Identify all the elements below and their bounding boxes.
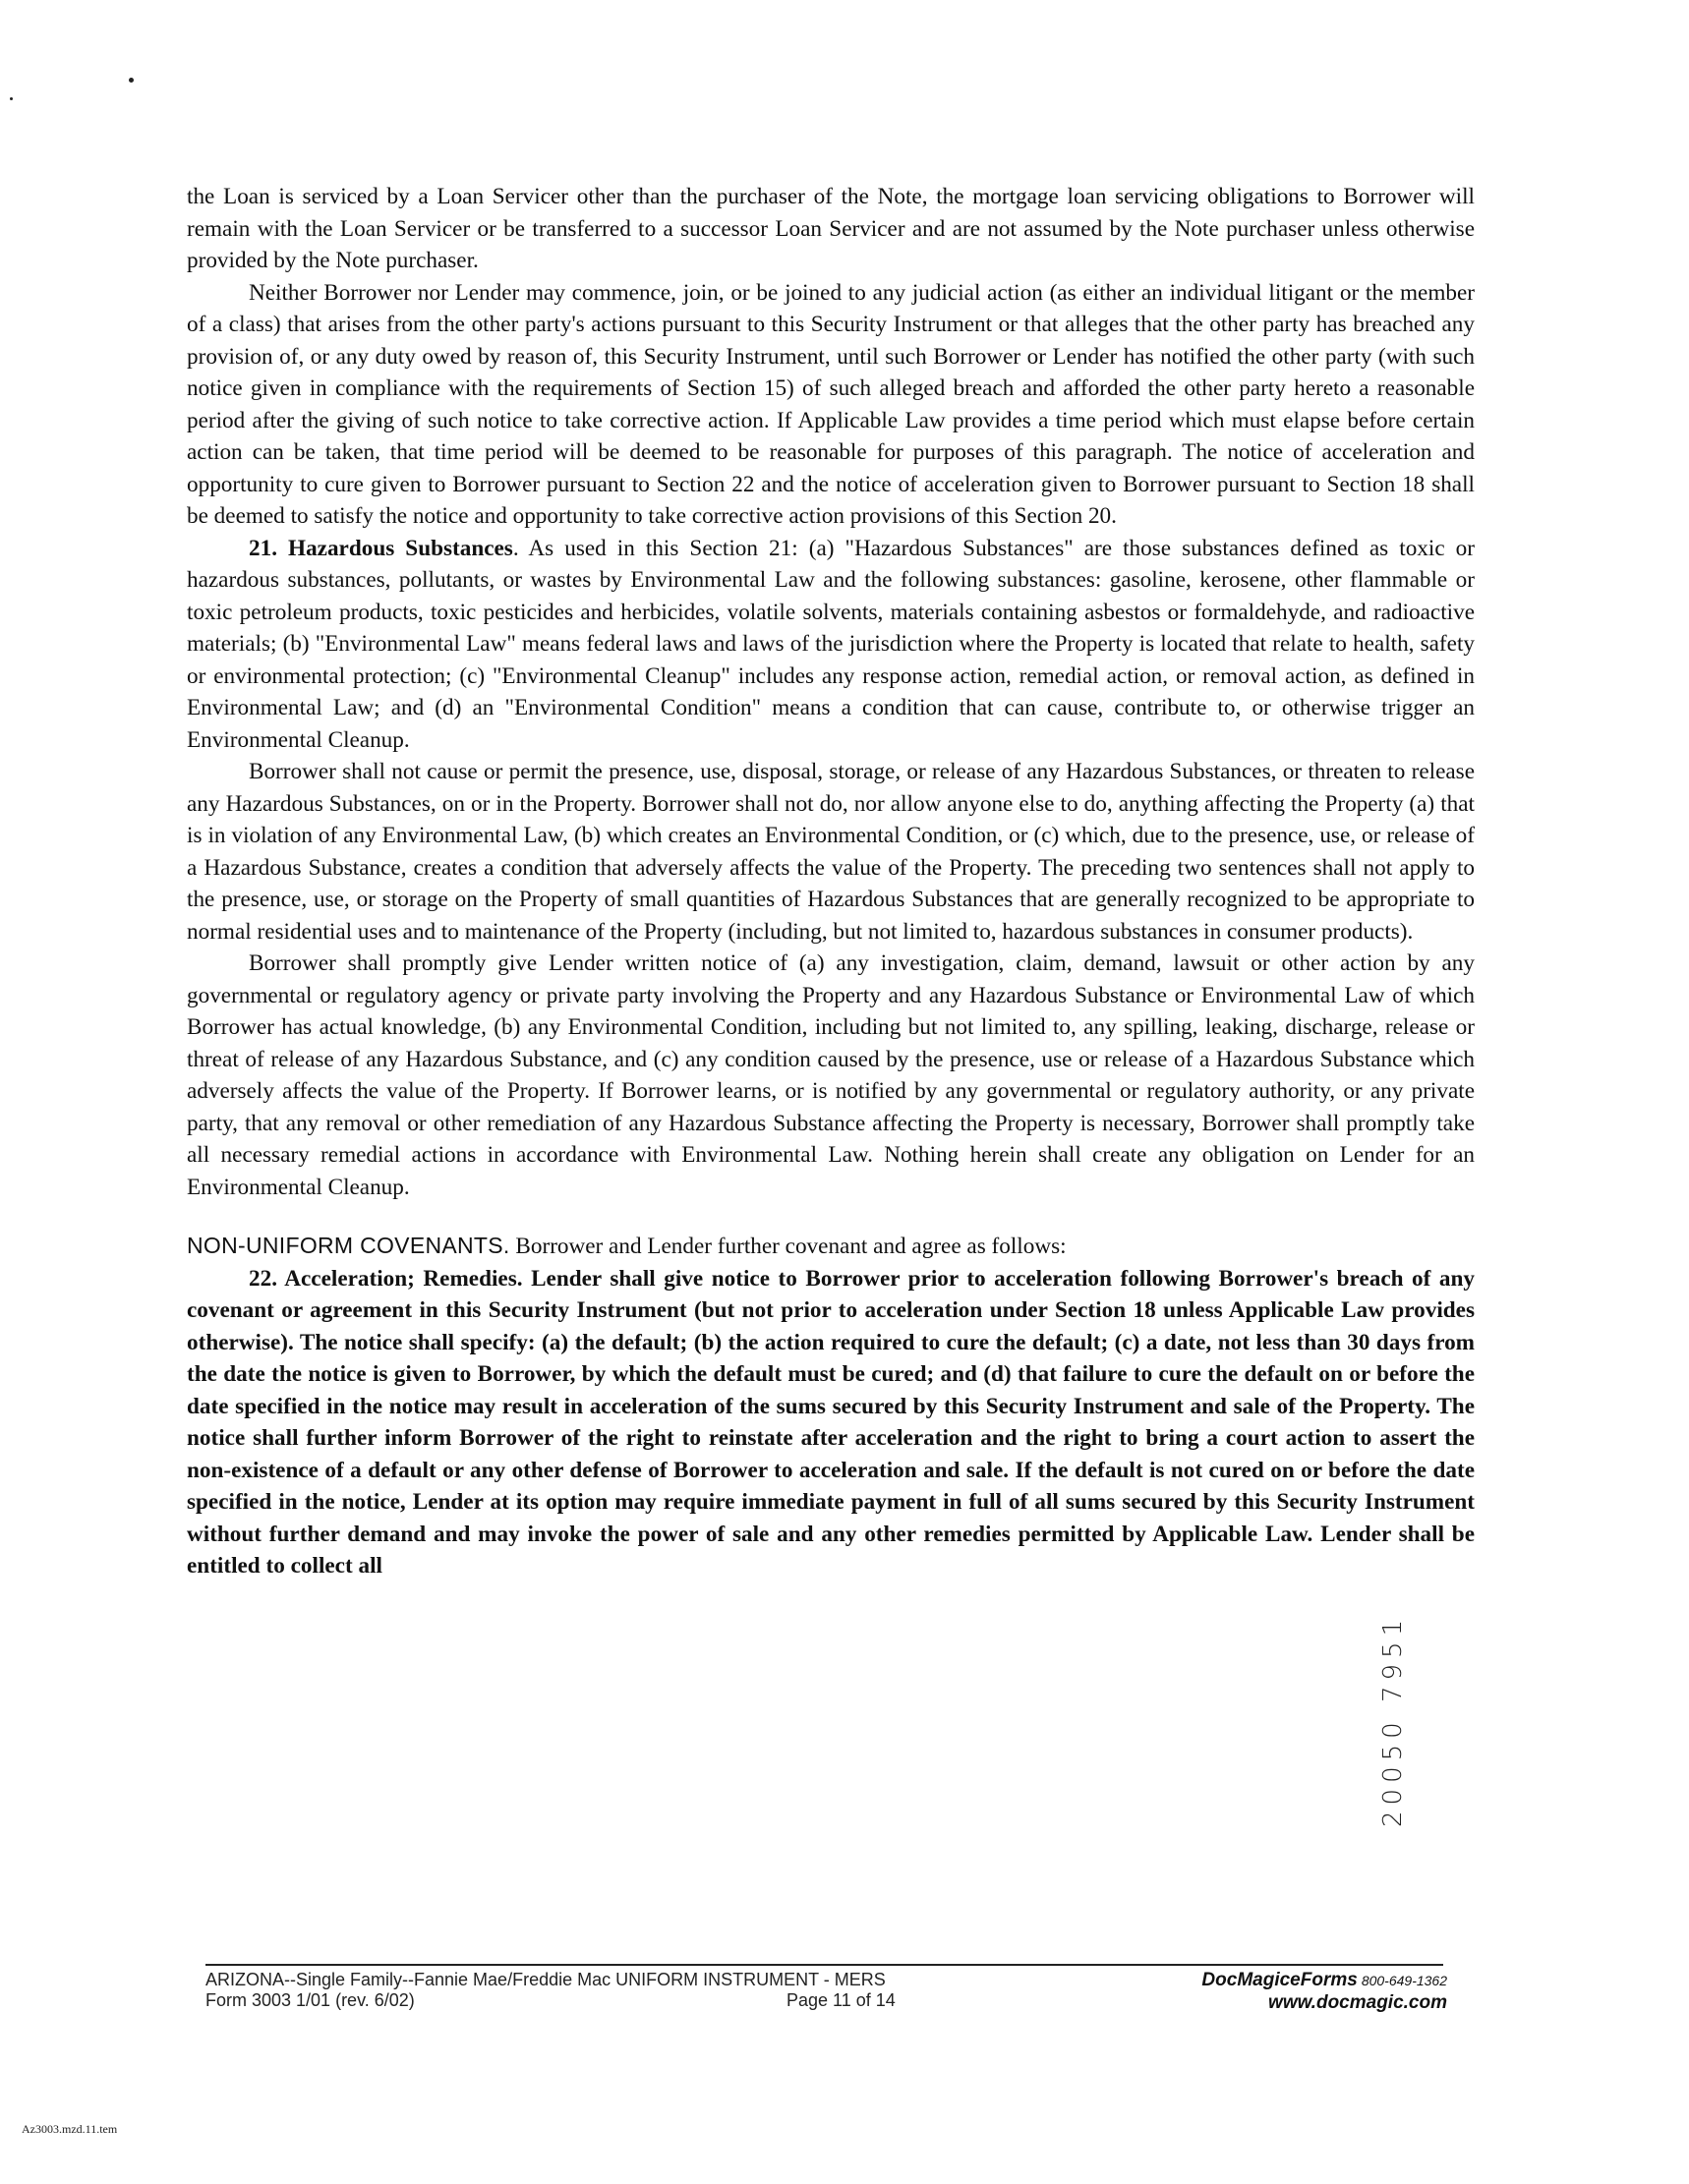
footer-divider xyxy=(205,1964,1443,1966)
paragraph-section-22: 22. Acceleration; Remedies. Lender shall give notice to Borrower prior to acceleration following Borrower's breach of any covenant or agreement in this Security Instrument (but not prior to acceleration under Section 18 unless Applicable Law provides otherwise). The notice shall specify: (a) the default; (b) the action required to cure the default; (c) a date, not less than 30 days from the date the notice is given to Borrower, by which the default must be cured; and (d) that failure to cure the default on or before the date specified in the notice may result in acceleration of the sums secured by this Security Instrument and sale of the Property. The notice shall further inform Borrower of the right to reinstate after acceleration and the right to bring a court action to assert the non-existence of a default or any other defense of Borrower to acceleration and sale. If the default is not cured on or before the date specified in the notice, Lender at its option may require immediate payment in full of all sums secured by this Security Instrument without further demand and may invoke the power of sale and any other remedies permitted by Applicable Law. Lender shall be entitled to collect all xyxy=(187,1265,1475,1579)
page-number: Page 11 of 14 xyxy=(786,1990,896,2010)
scan-speck xyxy=(10,97,13,100)
footer-publisher xyxy=(1162,1970,1447,2015)
section-21-text: . As used in this Section 21: (a) "Hazardous Substances" are those substances defined as toxic or hazardous substances, pollutants, or wastes by Environmental Law and the following substances: gasoline, kerosene, other flammable or toxic petroleum products, toxic pesticides and herbicides, volatile solvents, materials containing asbestos or formaldehyde, and radioactive materials; (b) "Environmental Law" means federal laws and laws of the jurisdiction where the Property is located that relate to health, safety or environmental protection; (c) "Environmental Cleanup" includes any response action, remedial action, or removal action, as defined in Environmental Law; and (d) an "Environmental Condition" means a condition that can cause, contribute to, or otherwise trigger an Environmental Cleanup. xyxy=(187,535,1475,753)
publisher-phone: 800-649-1362 xyxy=(1361,1973,1447,1988)
publisher-logo-forms: eForms xyxy=(1290,1970,1358,1990)
non-uniform-covenants-heading: NON-UNIFORM COVENANTS. xyxy=(187,1233,510,1258)
publisher-website: www.docmagic.com xyxy=(1268,1992,1447,2013)
non-uniform-covenants-text: Borrower and Lender further covenant and agree as follows: xyxy=(509,1234,1067,1259)
paragraph-hazardous-prohibition: Borrower shall not cause or permit the presence, use, disposal, storage, or release of any Hazardous Substances, or threaten to release any Hazardous Substances, on or in the Property. Borrower shall not do, nor allow anyone else to do, anything affecting the Property (a) that is in violation of any Environmental Law, (b) which creates an Environmental Condition, or (c) which, due to the presence, use, or release of a Hazardous Substance, creates a condition that adversely affects the value of the Property. The preceding two sentences shall not apply to the presence, use, or storage on the Property of small quantities of Hazardous Substances that are generally recognized to be appropriate to normal residential uses and to maintenance of the Property (including, but not limited to, hazardous substances in consumer products). xyxy=(187,759,1475,945)
recording-stamp-number: 20050 7951 xyxy=(1378,1613,1408,1827)
paragraph-non-uniform-covenants xyxy=(187,1230,1475,1263)
file-code: Az3003.mzd.11.tem xyxy=(22,2122,118,2136)
paragraph-section-21 xyxy=(187,533,1475,757)
section-21-heading: 21. Hazardous Substances xyxy=(249,535,513,561)
paragraph-servicer-continuation: the Loan is serviced by a Loan Servicer other than the purchaser of the Note, the mortgage loan servicing obligations to Borrower will remain with the Loan Servicer or be transferred to a successor Loan Servicer and are not assumed by the Note purchaser unless otherwise provided by the Note purchaser. xyxy=(187,184,1475,273)
paragraph-section-20-notice: Neither Borrower nor Lender may commence, join, or be joined to any judicial action (as either an individual litigant or the member of a class) that arises from the other party's actions pursuant to this Security Instrument or that alleges that the other party has breached any provision of, or any duty owed by reason of, this Security Instrument, until such Borrower or Lender has notified the other party (with such notice given in compliance with the requirements of Section 15) of such alleged breach and afforded the other party hereto a reasonable period after the giving of such notice to take corrective action. If Applicable Law provides a time period which must elapse before certain action can be taken, that time period will be deemed to be reasonable for purposes of this paragraph. The notice of acceleration and opportunity to cure given to Borrower pursuant to Section 22 and the notice of acceleration given to Borrower pursuant to Section 18 shall be deemed to satisfy the notice and opportunity to take corrective action provisions of this Section 20. xyxy=(187,279,1475,529)
footer-form-info xyxy=(205,1970,1090,2011)
scan-speck xyxy=(129,78,134,83)
publisher-logo: DocMagic xyxy=(1201,1970,1291,1990)
footer-form-number: Form 3003 1/01 (rev. 6/02) xyxy=(205,1990,415,2010)
paragraph-hazardous-notice: Borrower shall promptly give Lender written notice of (a) any investigation, claim, demand, lawsuit or other action by any governmental or regulatory agency or private party involving the Property and any Hazardous Substance or Environmental Law of which Borrower has actual knowledge, (b) any Environmental Condition, including but not limited to, any spilling, leaking, discharge, release or threat of release of any Hazardous Substance, and (c) any condition caused by the presence, use or release of a Hazardous Substance which adversely affects the value of the Property. If Borrower learns, or is notified by any governmental or regulatory authority, or any private party, that any removal or other remediation of any Hazardous Substance affecting the Property is necessary, Borrower shall promptly take all necessary remedial actions in accordance with Environmental Law. Nothing herein shall create any obligation on Lender for an Environmental Cleanup. xyxy=(187,950,1475,1200)
document-body xyxy=(187,181,1475,1582)
footer-form-title: ARIZONA--Single Family--Fannie Mae/Freddie Mac UNIFORM INSTRUMENT - MERS xyxy=(205,1970,886,1989)
